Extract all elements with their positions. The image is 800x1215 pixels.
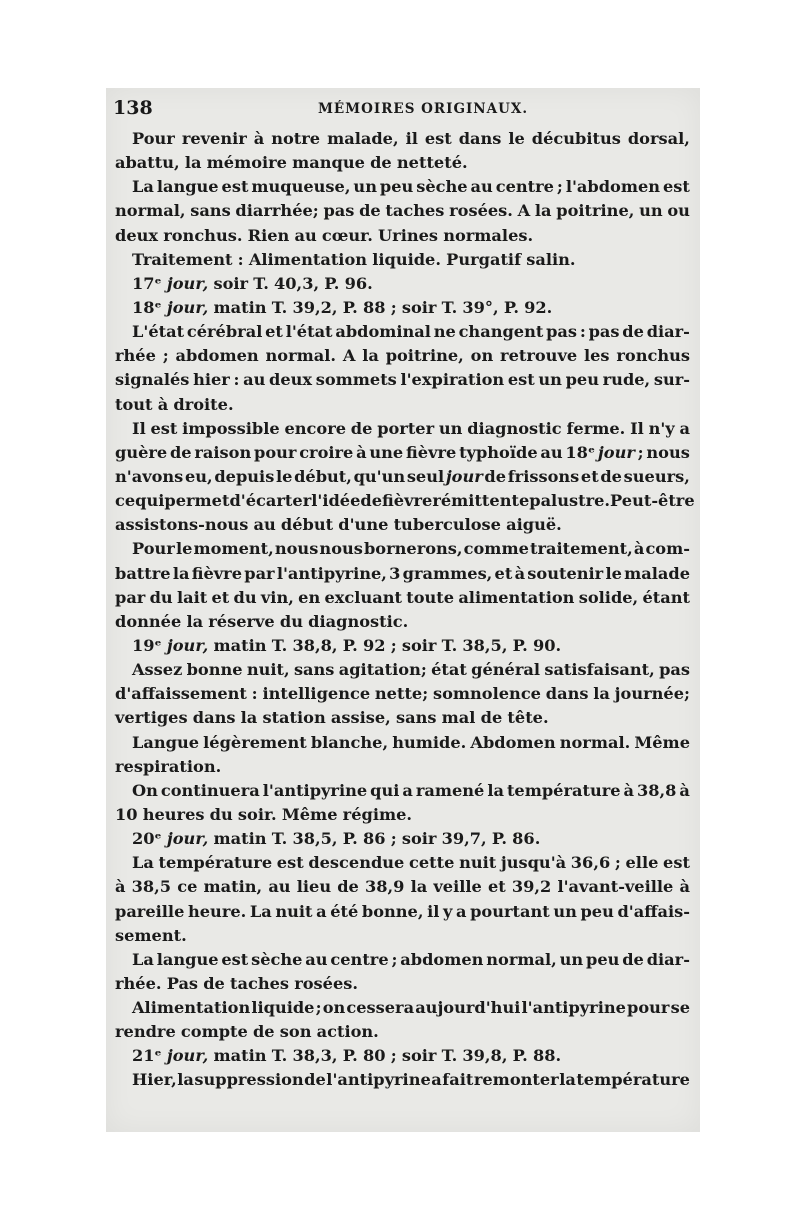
text-line: 17ᵉ jour, soir T. 40,3, P. 96. [132,273,373,293]
text-line: Langue légèrement blanche, humide. Abdomen normal. Même [132,732,690,752]
running-title: MÉMOIRES ORIGINAUX. [317,101,529,117]
text-line: Il est impossible encore de porter un diagnostic ferme. Il n'y a [132,418,690,438]
text-line: d'affaissement : intelligence nette; somnolence dans la journée; [115,684,690,704]
text-line: à 38,5 ce matin, au lieu de 38,9 la veille et 39,2 l'avant-veille à [115,877,690,897]
text-line: 10 heures du soir. Même régime. [115,804,413,824]
text-line: assistons-nous au début d'une tuberculose aiguë. [115,515,562,535]
text-line: Assez bonne nuit, sans agitation; état général satisfaisant, pas [132,660,690,680]
text-line: sement. [115,925,187,945]
text-line: Hier, la suppression de l'antipyrine a fait remonter la température [132,1070,690,1090]
text-line: vertiges dans la station assise, sans mal de tête. [115,708,549,728]
text-line: 19ᵉ jour, matin T. 38,8, P. 92 ; soir T. 38,5, P. 90. [132,635,562,655]
text-line: signalés hier : au deux sommets l'expiration est un peu rude, sur- [115,370,690,390]
text-line: 18ᵉ jour, matin T. 39,2, P. 88 ; soir T. 39°, P. 92. [132,297,553,317]
text-line: pareille heure. La nuit a été bonne, il y a pourtant un peu d'affais- [115,901,690,921]
text-line: ce qui permet d'écarter l'idée de fièvre rémittente palustre. Peut-être [115,491,695,511]
body-text [115,127,695,1093]
text-line: donnée la réserve du diagnostic. [115,611,409,631]
text-line: La température est descendue cette nuit jusqu'à 36,6 ; elle est [132,853,690,873]
text-line: rhée. Pas de taches rosées. [115,973,358,993]
page-header [113,95,693,127]
text-line: respiration. [115,756,222,776]
text-line: battre la fièvre par l'antipyrine, 3 grammes, et à soutenir le malade [115,563,690,583]
text-line: La langue est muqueuse, un peu sèche au centre ; l'abdomen est [132,177,690,197]
text-line: guère de raison pour croire à une fièvre typhoïde au 18ᵉ jour ; nous [115,442,690,462]
text-line: Alimentation liquide ; on cessera aujourd'hui l'antipyrine pour se [132,998,690,1018]
text-line: Pour le moment, nous nous bornerons, comme traitement, à com- [132,539,690,559]
text-line: 20ᵉ jour, matin T. 38,5, P. 86 ; soir 39,7, P. 86. [132,829,541,849]
text-line: deux ronchus. Rien au cœur. Urines normales. [115,225,534,245]
text-line: normal, sans diarrhée; pas de taches rosées. A la poitrine, un ou [115,201,690,221]
text-line: abattu, la mémoire manque de netteté. [115,153,468,173]
text-line: n'avons eu, depuis le début, qu'un seul jour de frissons et de sueurs, [115,466,690,486]
text-line: par du lait et du vin, en excluant toute alimentation solide, étant [115,587,690,607]
text-line: On continuera l'antipyrine qui a ramené la température à 38,8 à [132,780,690,800]
text-line: rhée ; abdomen normal. A la poitrine, on retrouve les ronchus [115,346,690,366]
page-number: 138 [113,97,153,119]
text-line: L'état cérébral et l'état abdominal ne changent pas : pas de diar- [132,322,690,342]
text-line: Traitement : Alimentation liquide. Purgatif salin. [132,249,576,269]
text-line: rendre compte de son action. [115,1022,379,1042]
text-line: tout à droite. [115,394,234,414]
text-line: Pour revenir à notre malade, il est dans le décubitus dorsal, [132,129,690,148]
text-line: 21ᵉ jour, matin T. 38,3, P. 80 ; soir T. 39,8, P. 88. [132,1046,562,1066]
text-line: La langue est sèche au centre ; abdomen normal, un peu de diar- [132,949,690,969]
